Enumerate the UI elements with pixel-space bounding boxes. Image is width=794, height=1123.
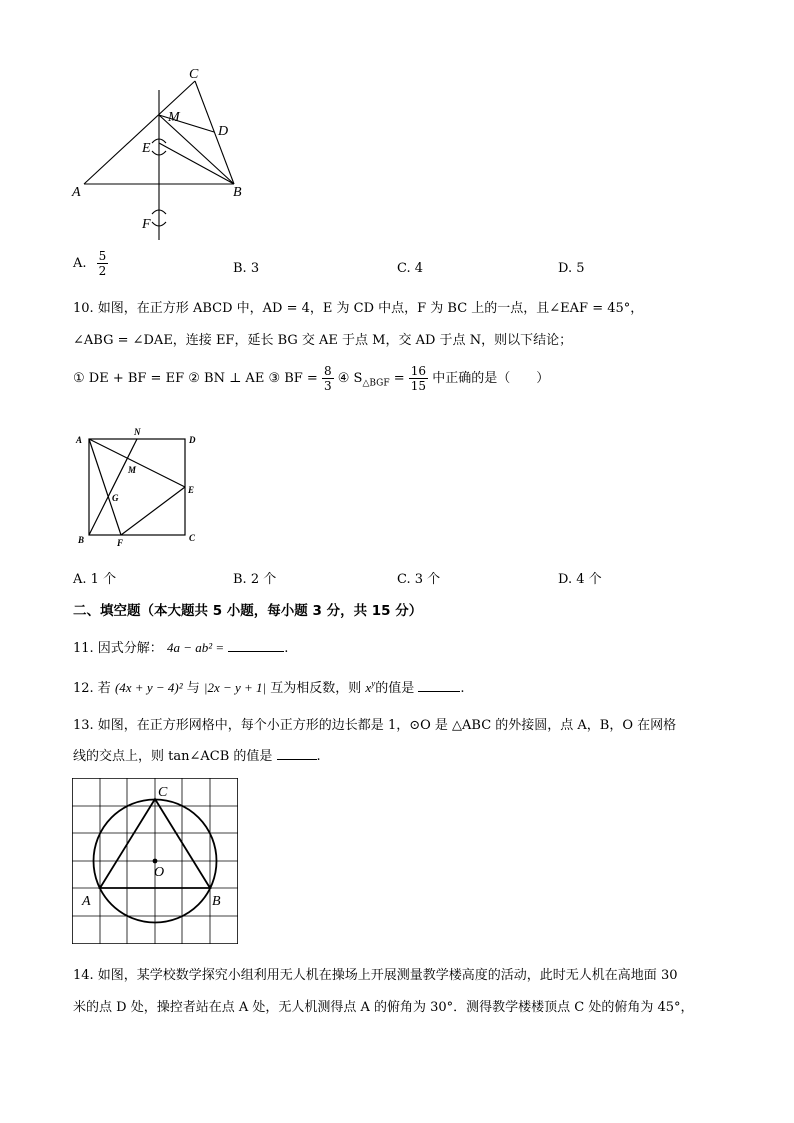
- q12-expression-1: (4x + y − 4)²: [114, 680, 183, 695]
- q10-option-d: [558, 568, 602, 587]
- segment-af: [89, 439, 121, 535]
- option-text: 3 个: [414, 572, 441, 587]
- label-g: G: [112, 493, 119, 503]
- q10-statements-b: ④ S: [337, 371, 363, 386]
- label-f: F: [142, 217, 151, 232]
- q9-option-d: [558, 261, 585, 276]
- option-text: 2 个: [250, 572, 277, 587]
- label-o: O: [154, 865, 165, 880]
- q9-option-c: [397, 261, 423, 276]
- option-text: 4: [414, 261, 424, 276]
- segment-bn: [89, 439, 137, 535]
- q11-prefix: 11. 因式分解：: [73, 641, 163, 656]
- option-letter: C.: [397, 572, 411, 587]
- option-letter: A.: [73, 572, 87, 587]
- fraction-denominator: 2: [98, 264, 107, 278]
- q10-line-2: ∠ABG = ∠DAE，连接 EF，延长 BG 交 AE 于点 M，交 AD 于点 N，则以下结论；: [73, 333, 573, 348]
- q13-line-2: [73, 745, 321, 764]
- q10-line-3: [73, 365, 549, 392]
- q11-expression: 4a − ab² =: [166, 640, 225, 655]
- area-subscript: △BGF: [362, 378, 390, 389]
- label-c: C: [189, 67, 199, 82]
- option-text: 5: [576, 261, 585, 276]
- option-text: 3: [250, 261, 260, 276]
- fraction-denominator: 15: [410, 379, 427, 393]
- q12-suffix: 的值是: [375, 681, 415, 696]
- segment-ae: [89, 439, 185, 487]
- label-m: M: [128, 465, 137, 475]
- option-letter: D.: [558, 572, 573, 587]
- center-point: [153, 859, 158, 864]
- option-letter: B.: [233, 572, 247, 587]
- q10-option-b: [233, 568, 276, 587]
- fraction-16-15: [409, 365, 428, 392]
- q14-line-1: 14. 如图，某学校数学探究小组利用无人机在操场上开展测量教学楼高度的活动，此时无人机在高地面 30: [73, 968, 678, 983]
- segment-fe: [121, 487, 185, 535]
- q9-option-b: [233, 261, 259, 276]
- section-title: 二、填空题（本大题共 5 小题，每小题 3 分，共 15 分）: [73, 603, 423, 619]
- q12-connector-2: 互为相反数，则: [270, 681, 362, 696]
- label-a: A: [72, 185, 81, 200]
- label-e: E: [188, 485, 195, 495]
- q9-figure: [66, 60, 266, 240]
- q12-expression-2: |2x − y + 1|: [203, 680, 267, 695]
- label-b: B: [78, 535, 85, 545]
- fraction-numerator: 8: [323, 364, 332, 378]
- option-letter: C.: [397, 261, 411, 276]
- label-b: B: [233, 185, 242, 200]
- q13-text: 线的交点上，则 tan∠ACB 的值是: [73, 749, 273, 764]
- label-b: B: [212, 894, 221, 909]
- q12-period: .: [460, 681, 465, 696]
- label-a: A: [76, 435, 83, 445]
- q9-option-a: [73, 250, 108, 277]
- label-d: D: [218, 124, 229, 139]
- q10-line-1: 10. 如图，在正方形 ABCD 中，AD = 4，E 为 CD 中点，F 为 BC 上的一点，且∠EAF = 45°，: [73, 301, 644, 316]
- q12-exponent: y: [371, 678, 376, 689]
- label-c: C: [189, 533, 196, 543]
- fraction-numerator: 16: [410, 364, 427, 378]
- q13-figure: [72, 778, 240, 946]
- q11-period: .: [284, 641, 289, 656]
- q13-line-1: 13. 如图，在正方形网格中，每个小正方形的边长都是 1，⊙O 是 △ABC 的外接圆，点 A，B，O 在网格: [73, 718, 677, 733]
- equals-sign: =: [389, 371, 405, 386]
- square-abcd: [89, 439, 185, 535]
- answer-blank[interactable]: [228, 640, 284, 652]
- q10-option-c: [397, 568, 440, 587]
- segment-cb: [195, 81, 234, 184]
- option-letter: D.: [558, 261, 573, 276]
- answer-blank[interactable]: [418, 680, 460, 692]
- option-letter: B.: [233, 261, 247, 276]
- option-text: 1 个: [90, 572, 117, 587]
- q10-figure: [70, 425, 210, 550]
- q10-statements-a: ① DE + BF = EF ② BN ⊥ AE ③ BF =: [73, 371, 318, 386]
- option-letter: A.: [73, 256, 87, 271]
- fraction: [97, 250, 109, 277]
- q12-line: [73, 677, 465, 696]
- q10-question: 中正确的是（ ）: [432, 371, 550, 386]
- label-n: N: [134, 427, 141, 437]
- label-f: F: [117, 538, 124, 548]
- label-a: A: [82, 894, 91, 909]
- q12-expression-3: x: [365, 680, 372, 695]
- q12-prefix: 12. 若: [73, 681, 111, 696]
- label-e: E: [142, 141, 151, 156]
- label-c: C: [158, 785, 168, 800]
- q13-period: .: [316, 749, 321, 764]
- label-m: M: [168, 110, 180, 125]
- q10-option-a: [73, 568, 116, 587]
- q12-connector: 与: [186, 681, 200, 696]
- option-text: 4 个: [576, 572, 602, 587]
- fraction-denominator: 3: [323, 379, 332, 393]
- q11-line: [73, 637, 288, 656]
- label-d: D: [189, 435, 196, 445]
- fraction-8-3: [322, 365, 334, 392]
- answer-blank[interactable]: [277, 748, 317, 760]
- fraction-numerator: 5: [98, 249, 107, 263]
- q14-line-2: 米的点 D 处，操控者站在点 A 处，无人机测得点 A 的俯角为 30°．测得教学楼楼顶点 C 处的俯角为 45°，: [73, 1000, 694, 1015]
